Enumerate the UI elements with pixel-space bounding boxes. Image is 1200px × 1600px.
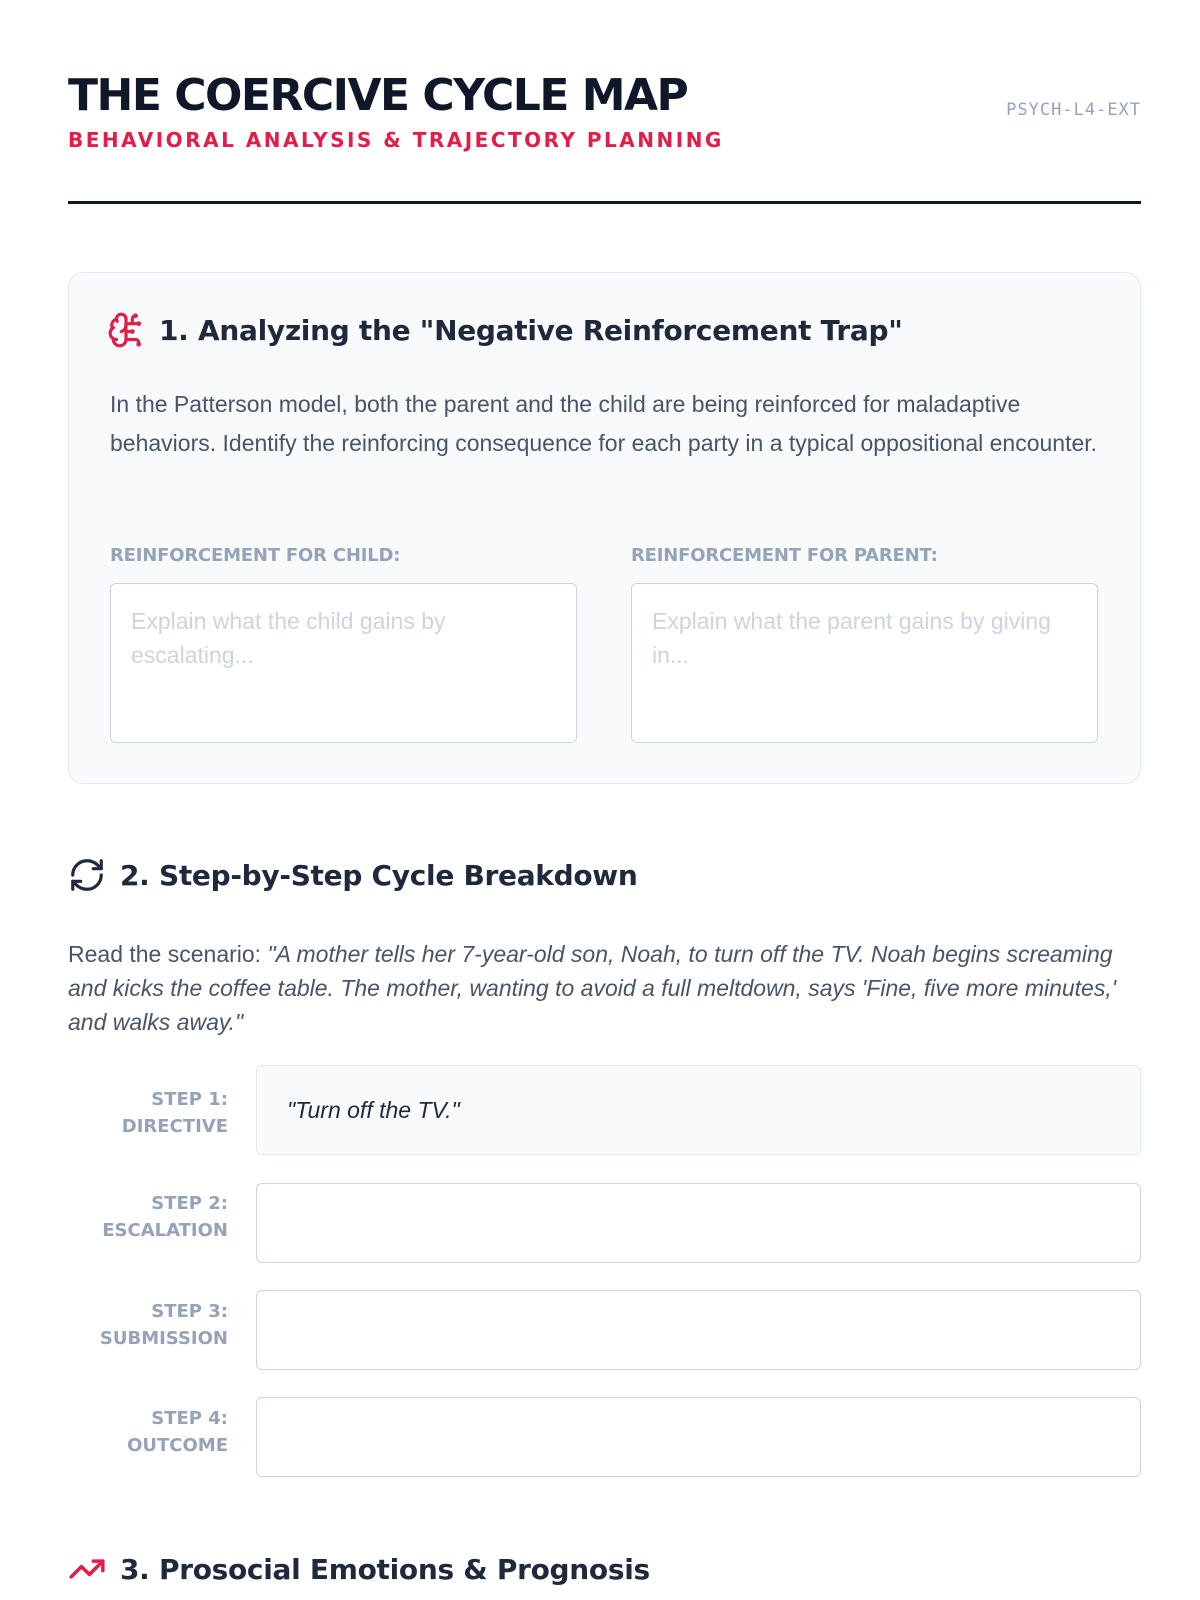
- step-2-escalation-input[interactable]: [256, 1183, 1141, 1263]
- refresh-icon: [68, 856, 106, 894]
- trending-up-icon: [68, 1550, 106, 1588]
- parent-reinforcement-label: REINFORCEMENT FOR PARENT:: [631, 545, 938, 566]
- child-reinforcement-input[interactable]: [110, 583, 577, 743]
- brain-icon: [107, 311, 145, 349]
- section-3-title: 3. Prosocial Emotions & Prognosis: [120, 1552, 650, 1586]
- scenario-lead: Read the scenario:: [68, 941, 268, 967]
- document-code: PSYCH-L4-EXT: [1006, 100, 1141, 120]
- step-1-value: "Turn off the TV.": [287, 1096, 460, 1123]
- scenario-quote: "A mother tells her 7-year-old son, Noah, to turn off the TV. Noah begins screaming and kicks the coffee table. The mother, wanting to avoid a full meltdown, says 'Fine, five more minutes,' and walks away.": [68, 941, 1117, 1035]
- step-1-directive-field: [256, 1065, 1141, 1155]
- section-1-title: 1. Analyzing the "Negative Reinforcement Trap": [159, 313, 903, 347]
- step-1-label: STEP 1: DIRECTIVE: [121, 1089, 228, 1137]
- section-2-title: 2. Step-by-Step Cycle Breakdown: [120, 858, 638, 892]
- step-3-label: STEP 3: SUBMISSION: [99, 1301, 228, 1349]
- page-title: THE COERCIVE CYCLE MAP: [68, 70, 688, 121]
- page-header: [68, 70, 1141, 152]
- step-4-outcome-input[interactable]: [256, 1397, 1141, 1477]
- negative-reinforcement-card: [68, 272, 1141, 784]
- section-2-heading: [68, 856, 638, 894]
- section-1-heading: [107, 311, 903, 349]
- step-4-label: STEP 4: OUTCOME: [127, 1408, 228, 1456]
- child-reinforcement-label: REINFORCEMENT FOR CHILD:: [110, 545, 401, 566]
- step-3-submission-input[interactable]: [256, 1290, 1141, 1370]
- step-2-label: STEP 2: ESCALATION: [102, 1193, 228, 1241]
- header-divider: [68, 201, 1141, 204]
- section-1-description: In the Patterson model, both the parent and the child are being reinforced for maladaptive behaviors. Identify the reinforcing consequence for each party in a typical oppositional encounter.: [110, 391, 1098, 456]
- parent-reinforcement-input[interactable]: [631, 583, 1098, 743]
- section-3-heading: [68, 1550, 650, 1588]
- page-subtitle: BEHAVIORAL ANALYSIS & TRAJECTORY PLANNING: [68, 128, 724, 152]
- scenario-text: [68, 937, 1141, 1039]
